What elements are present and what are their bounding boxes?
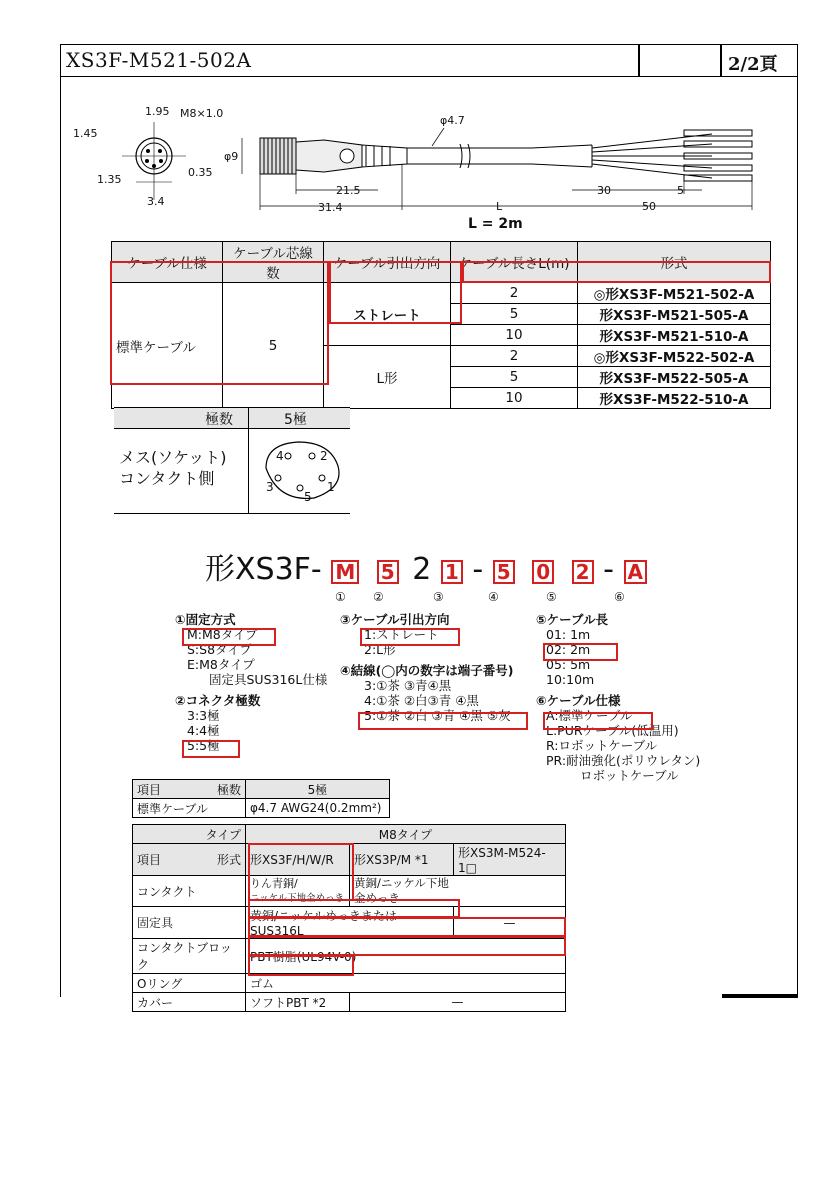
poles-label: 極数 [216,782,241,797]
page-number: 2/2頁 [728,54,778,75]
model-cell: 形XS3F-M522-505-A [578,367,771,388]
dim-30: 30 [597,184,611,197]
col-header: 形式 [578,242,771,283]
type-value: M8タイプ [246,825,566,844]
pn-code: 5 [493,560,515,584]
legend-item: PR:耐油強化(ポリウレタン) [546,753,701,768]
highlight-box [110,261,329,385]
legend-item: A:標準ケーブル [546,708,633,723]
cable-cores-cell: 5 [223,283,324,409]
dim-5: 5 [677,184,684,197]
legend-item: 4:①茶 ②白③青 ④黒 [364,693,479,708]
model-cell: 形XS3F-M522-510-A [578,388,771,409]
length-cell: 2 [451,346,578,367]
contact-a-line: りん青銅/ [250,877,298,890]
legend-title: ④結線(◯内の数字は端子番号) [340,663,514,678]
pn-code: 1 [441,560,463,584]
item-form-header [133,844,246,876]
pin-label: 2 [320,449,328,463]
length-cell: 10 [451,325,578,346]
length-cell: 10 [451,388,578,409]
length-cell: 5 [451,367,578,388]
pn-fixed: 2 [412,552,432,587]
legend-item: 5:①茶 ②白 ③青 ④黒 ⑤灰 [364,708,511,723]
col-header: ケーブル長さL(m) [451,242,578,283]
legend-title: ②コネクタ極数 [175,693,261,708]
pole-table-bottom [114,513,350,514]
cover-value: ソフトPBT *2 [246,993,350,1012]
legend-item: 5:5極 [187,738,220,753]
col-header: ケーブル引出方向 [324,242,451,283]
dim-phi9: φ9 [224,150,239,163]
legend-item: ロボットケーブル [580,768,679,783]
pn-code: 0 [532,560,554,584]
contact-label: コンタクト [133,876,246,907]
highlight-box [543,712,653,730]
pn-marker: ① [335,590,346,604]
model-col: 形XS3M-M524-1□ [454,844,566,876]
pole-table-divider [248,407,249,513]
contact-b-line: 黄銅/ニッケル下地 [354,876,449,890]
contact-block-value: PBT樹脂(UL94V-0) [246,939,566,974]
length-cell: 5 [451,304,578,325]
cable-spec-row-value: φ4.7 AWG24(0.2mm²) [246,799,390,818]
legend-item: 02: 2m [546,642,591,657]
contact-a-line: ニッケル下地金めっき [250,893,345,904]
dim-31-4: 31.4 [318,201,343,214]
pn-marker: ③ [433,590,444,604]
pin-label: 5 [304,490,312,504]
type-label: タイプ [133,825,246,844]
pole-side-label [119,447,227,489]
pn-prefix: 形XS3F- [205,552,322,587]
header-divider [638,44,640,77]
model-cell: 形XS3F-M521-505-A [578,304,771,325]
legend-title: ①固定方式 [175,612,236,627]
footer-bar [722,994,798,998]
highlight-box [182,628,276,646]
fixture-value: 黄銅/ニッケルめっきまたはSUS316L [246,907,454,939]
pn-marker: ② [373,590,384,604]
legend-item: 01: 1m [546,627,591,642]
dim-3-4: 3.4 [147,195,165,208]
header-divider [720,44,722,77]
pn-marker: ④ [488,590,499,604]
item-label: 項目 [137,853,162,867]
dim-0-35: 0.35 [188,166,213,179]
legend-item: 05: 5m [546,657,591,672]
connector-dimension-drawing [62,100,782,235]
pn-code: 2 [572,560,594,584]
cable-spec-header [133,780,246,799]
pin-label: 3 [266,480,274,494]
model-col: 形XS3P/M *1 [350,844,454,876]
dim-m8: M8×1.0 [180,107,224,120]
model-cell: 形XS3F-M521-510-A [578,325,771,346]
legend-item: 4:4極 [187,723,220,738]
contact-block-label: コンタクトブロック [133,939,246,974]
pin-label: 1 [327,480,335,494]
highlight-box [329,261,462,324]
legend-title: ⑥ケーブル仕様 [536,693,621,708]
legend-item: 10:10m [546,672,595,687]
cable-spec-cell: 標準ケーブル [112,283,223,409]
highlight-box [462,261,771,283]
legend-item: M:M8タイプ [187,627,258,642]
direction-straight-cell: ストレート [324,283,451,346]
legend-item: 2:L形 [364,642,396,657]
dim-21-5: 21.5 [336,184,361,197]
pole-side-line2: コンタクト側 [119,469,215,488]
dim-L: L [496,200,503,213]
highlight-box [182,740,240,758]
model-cell: ◎形XS3F-M522-502-A [578,346,771,367]
pole-side-line1: メス(ソケット) [119,448,227,467]
pn-code: M [331,560,359,584]
highlight-box [248,899,460,918]
oring-value: ゴム [246,974,566,993]
model-cell: ◎形XS3F-M521-502-A [578,283,771,304]
highlight-box [358,712,528,730]
legend-item: 3:3極 [187,708,220,723]
fixture-dash: — [454,907,566,939]
legend-item: 1:ストレート [364,627,439,642]
pole-label: 極数 [205,412,233,428]
pn-code: 5 [377,560,399,584]
cable-spec-value-header: 5極 [246,780,390,799]
legend-item: R:ロボットケーブル [546,738,658,753]
col-header: ケーブル仕様 [112,242,223,283]
pin-layout-diagram [258,436,348,506]
highlight-box [248,955,354,976]
highlight-box [248,843,354,901]
legend-title: ⑤ケーブル長 [536,612,608,627]
fixture-label: 固定具 [133,907,246,939]
form-label: 形式 [216,853,241,867]
dim-phi4-7: φ4.7 [440,114,465,127]
dim-50: 50 [642,200,656,213]
pn-dash: - [603,552,614,587]
dim-1-35: 1.35 [97,173,122,186]
cable-spec-table [132,779,390,818]
legend-item: S:S8タイプ [187,642,252,657]
pn-dash: - [472,552,484,587]
length-cell: 2 [451,283,578,304]
highlight-box [248,917,566,937]
pole-value: 5極 [284,412,307,428]
legend-length [536,612,700,783]
legend-item: 固定具SUS316L仕様 [209,672,328,687]
length-note: L = 2m [468,216,523,232]
highlight-box [543,643,618,661]
document-title: XS3F-M521-502A [66,48,252,72]
oring-label: Oリング [133,974,246,993]
pn-code: A [624,560,647,584]
legend-item: E:M8タイプ [187,657,255,672]
direction-l-cell: L形 [324,346,451,409]
item-label: 項目 [137,782,162,797]
dim-1-95: 1.95 [145,105,170,118]
pn-marker: ⑤ [546,590,557,604]
cover-dash: — [350,993,566,1012]
legend-title: ③ケーブル引出方向 [340,612,450,627]
dim-1-45: 1.45 [73,127,98,140]
legend-item: L:PURケーブル(低温用) [546,723,679,738]
pn-marker: ⑥ [614,590,625,604]
model-col: 形XS3F/H/W/R [246,844,350,876]
part-number [205,553,647,587]
highlight-box [248,936,566,956]
cover-label: カバー [133,993,246,1012]
pin-label: 4 [276,449,284,463]
contact-b-line: 金めっき [354,891,400,905]
highlight-box [360,628,460,646]
legend-item: 3:①茶 ③青④黒 [364,678,452,693]
cable-spec-row-label: 標準ケーブル [133,799,246,818]
col-header: ケーブル芯線数 [223,242,324,283]
